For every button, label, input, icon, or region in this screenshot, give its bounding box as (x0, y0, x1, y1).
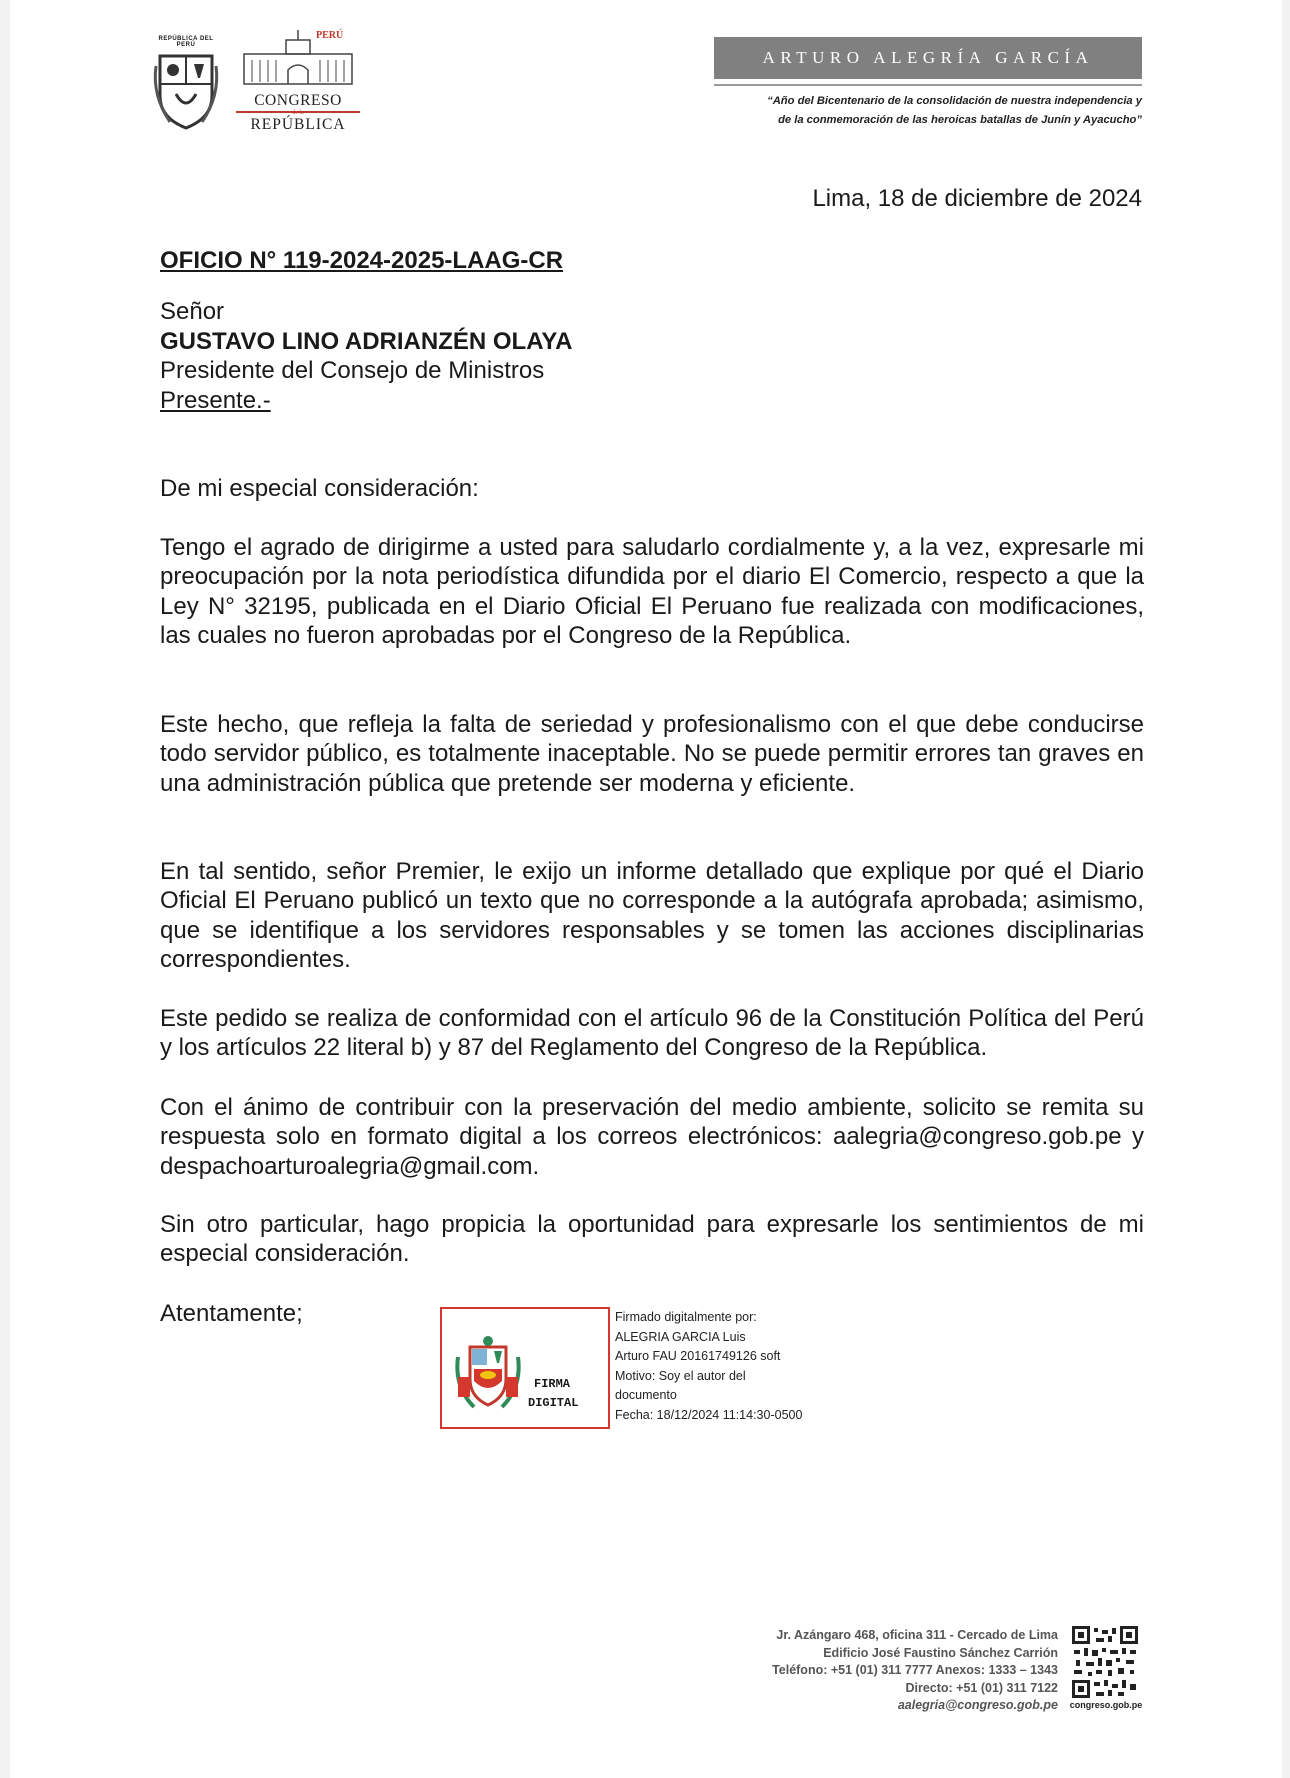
paragraph-6: Sin otro particular, hago propicia la oportunidad para expresarle los sentimientos de mi especial consideración. (160, 1211, 1144, 1268)
congress-dela: de la (292, 110, 304, 116)
digital-label: DIGITAL (528, 1396, 579, 1410)
year-motto-line-2: de la conmemoración de las heroicas batallas de Junín y Ayacucho” (778, 114, 1142, 126)
congress-peru-tag: PERÚ (316, 30, 344, 41)
letter-reference: OFICIO N° 119-2024-2025-LAAG-CR (160, 247, 564, 274)
qr-code-icon (1072, 1626, 1138, 1698)
signature-info-line: Firmado digitalmente por: (615, 1310, 757, 1324)
signature-info (615, 1308, 802, 1425)
year-motto (690, 92, 1142, 130)
footer-address-line-1: Jr. Azángaro 468, oficina 311 - Cercado de Lima (776, 1628, 1058, 1642)
signature-info-line: Arturo FAU 20161749126 soft (615, 1349, 781, 1363)
letter-date: Lima, 18 de diciembre de 2024 (812, 185, 1142, 212)
paragraph-3: En tal sentido, señor Premier, le exijo un informe detallado que explique por qué el Diario Oficial El Peruano publicó un texto que no corresponde a la autógrafa aprobada; asimismo, que se identifique a los servidores responsables y se tomen las acciones disciplinarias correspondientes. (160, 858, 1144, 973)
shield-icon (150, 36, 222, 136)
congress-name: CONGRESO (254, 92, 342, 109)
firma-digital-label (528, 1375, 578, 1413)
coat-of-arms-logo (150, 36, 222, 136)
peru-seal-icon (450, 1317, 526, 1417)
signature-info-line: Motivo: Soy el autor del (615, 1368, 746, 1383)
header-logos (150, 30, 360, 140)
salutation: De mi especial consideración: (160, 475, 479, 502)
paragraph-2: Este hecho, que refleja la falta de seriedad y profesionalismo con el que debe conducirse todo servidor público, es totalmente inaceptable. No se puede permitir errores tan graves en una administración pública que pretende ser moderna y eficiente. (160, 711, 1144, 797)
signature-info-line: ALEGRIA GARCIA Luis (615, 1329, 746, 1344)
footer-direct: Directo: +51 (01) 311 7122 (905, 1680, 1058, 1695)
paragraph-1: Tengo el agrado de dirigirme a usted para saludarlo cordialmente y, a la vez, expresarle mi preocupación por la nota periodística difundida por el diario El Comercio, respecto a que la Ley N° 32195, publicada en el Diario Oficial El Peruano fue realizada con modificaciones, las cuales no fueron aprobadas por el Congreso de la República. (160, 534, 1144, 649)
footer-phone: Teléfono: +51 (01) 311 7777 Anexos: 1333 – 1343 (772, 1663, 1058, 1677)
footer-email: aalegria@congreso.gob.pe (897, 1698, 1058, 1712)
firma-label: FIRMA (534, 1377, 571, 1391)
qr-label: congreso.gob.pe (1069, 1700, 1143, 1710)
addressee-presente: Presente.- (160, 386, 271, 414)
signature-info-line: documento (615, 1388, 677, 1402)
signature-info-line: Fecha: 18/12/2024 11:14:30-0500 (615, 1407, 803, 1422)
closing: Atentamente; (160, 1300, 303, 1327)
banner-rule (714, 84, 1142, 86)
addressee-title: Señor (160, 298, 225, 325)
digital-signature-stamp (440, 1307, 610, 1429)
paragraph-5: Con el ánimo de contribuir con la preservación del medio ambiente, solicito se remita su respuesta solo en formato digital a los correos electrónicos: aalegria@congreso.gob.pe y despachoarturoalegria@gmail.com. (160, 1094, 1144, 1180)
congress-logo (236, 30, 360, 140)
addressee-name: GUSTAVO LINO ADRIANZÉN OLAYA (160, 327, 573, 355)
footer-address (772, 1627, 1058, 1715)
coat-arc-text: REPÚBLICA DEL PERÚ (158, 36, 214, 48)
paragraph-4: Este pedido se realiza de conformidad con el artículo 96 de la Constitución Política del Perú y los artículos 22 literal b) y 87 del Reglamento del Congreso de la República. (160, 1005, 1144, 1062)
addressee-position: Presidente del Consejo de Ministros (160, 357, 545, 384)
footer-address-line-2: Edificio José Faustino Sánchez Carrión (823, 1645, 1058, 1660)
year-motto-line-1: “Año del Bicentenario de la consolidación de nuestra independencia y (767, 95, 1142, 107)
congress-republica: REPÚBLICA (250, 116, 346, 133)
addressee-block (160, 297, 572, 415)
author-banner: ARTURO ALEGRÍA GARCÍA (714, 37, 1142, 79)
